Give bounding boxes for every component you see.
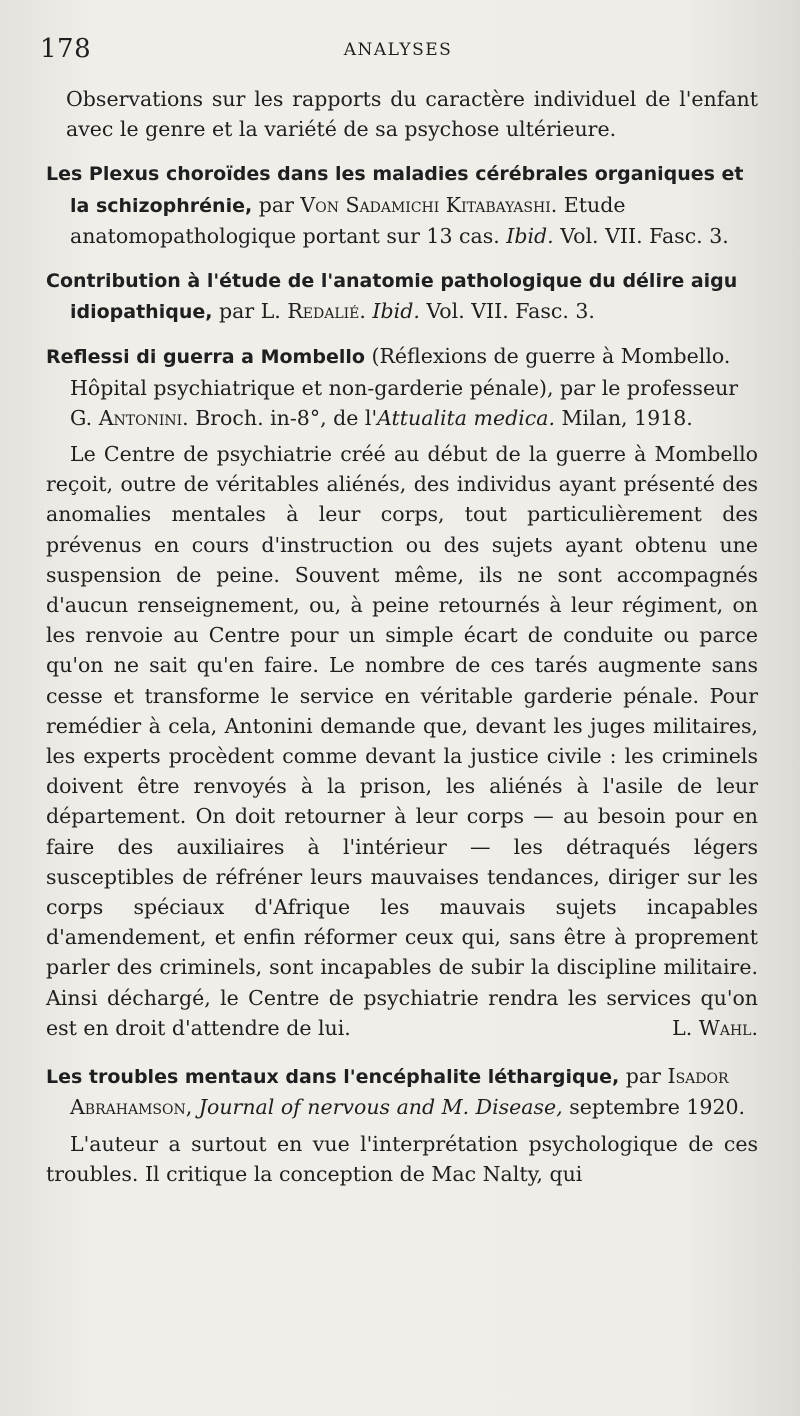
entry-by: par: [258, 192, 294, 217]
entry-heading: [46, 265, 758, 327]
entry-ref: Vol. VII. Fasc. 3.: [426, 299, 595, 324]
review-body: Le Centre de psychiatrie créé au début de la guerre à Mombello reçoit, outre de véritables aliénés, des individus ayant présenté des anomalies mentales à leur corps, tout particulièrement des prévenus en cours d'instruction ou des sujets ayant obtenu une suspension de peine. Souvent même, ils ne sont accompagnés d'aucun renseignement, ou, à peine retournés à leur régiment, on les renvoie au Centre pour un simple écart de conduite ou parce qu'on ne sait qu'en faire. Le nombre de ces tarés augmente sans cesse et transforme le service en véritable garderie pénale. Pour remédier à cela, Antonini demande que, devant les juges militaires, les experts procèdent comme devant la justice civile : les criminels doivent être renvoyés à la prison, les aliénés à l'asile de leur département. On doit retourner à leur corps — au besoin pour en faire des auxiliaires à l'intérieur — les détraqués légers susceptibles de réfréner leurs mauvaises tendances, diriger sur les corps spéciaux d'Afrique les mauvais sujets incapables d'amendement, et enfin réformer ceux qui, sans être à proprement parler des criminels, sont incapables de subir la discipline militaire. Ainsi déchargé, le Centre de psychiatrie rendra les services qu'on est en droit d'attendre de lui.: [46, 442, 758, 1040]
entry-text: Observations sur les rapports du caractère individuel de l'enfant avec le genre et la variété de sa psychose ultérieure.: [66, 87, 758, 142]
entry-date: septembre 1920.: [569, 1095, 746, 1120]
entry-reflessi: [46, 341, 758, 433]
entry-ref: Vol. VII. Fasc. 3.: [560, 223, 729, 248]
entry-by: par: [219, 299, 255, 324]
entry-title: Les troubles mentaux dans l'encéphalite léthargique,: [46, 1066, 620, 1089]
running-title: ANALYSES: [343, 40, 453, 60]
entry-author: Isador Abrahamson,: [70, 1064, 729, 1120]
entry-rest3: Milan, 1918.: [561, 405, 693, 430]
review-paragraph-2: [46, 1129, 758, 1189]
entry-rest: Etude anatomopathologique portant sur 13 cas.: [70, 192, 626, 248]
entry-observations: [46, 84, 758, 144]
entry-author: Von Sadamichi Kitabayashi.: [300, 192, 558, 217]
entry-journal: Attualita medica.: [377, 405, 555, 430]
entry-by: par: [625, 1064, 661, 1089]
entry-author: Antonini.: [98, 405, 189, 430]
entry-delire-aigu: [46, 265, 758, 327]
entry-author: L. Redalié.: [260, 299, 366, 324]
entry-ibid: Ibid.: [506, 223, 554, 248]
entry-heading: [46, 158, 758, 251]
entry-rest: (Réflexions de guerre à Mombello. Hôpital psychiatrique et non-garderie pénale), par le professeur G.: [70, 344, 739, 430]
page-content: [46, 84, 758, 1189]
entry-title: Reflessi di guerra a Mombello: [46, 346, 365, 369]
review-body: L'auteur a surtout en vue l'interprétation psychologique de ces troubles. Il critique la conception de Mac Nalty, qui: [46, 1131, 758, 1186]
entry-encephalite: [46, 1061, 758, 1122]
review-signature: L. Wahl.: [672, 1015, 758, 1040]
entry-title: Contribution à l'étude de l'anatomie pathologique du délire aigu idiopathique,: [46, 270, 738, 324]
entry-journal: Journal of nervous and M. Disease,: [198, 1095, 563, 1120]
page-header: [40, 34, 756, 70]
entry-heading: [46, 1061, 758, 1122]
entry-title: Les Plexus choroïdes dans les maladies cérébrales organiques et la schizophrénie,: [46, 163, 744, 217]
entry-rest2: Broch. in-8°, de l': [195, 405, 378, 430]
entry-heading: [46, 341, 758, 433]
entry-plexus-choroides: [46, 158, 758, 251]
review-paragraph: [46, 439, 758, 1043]
entry-ibid: Ibid.: [372, 299, 420, 324]
page-number: 178: [40, 34, 92, 64]
